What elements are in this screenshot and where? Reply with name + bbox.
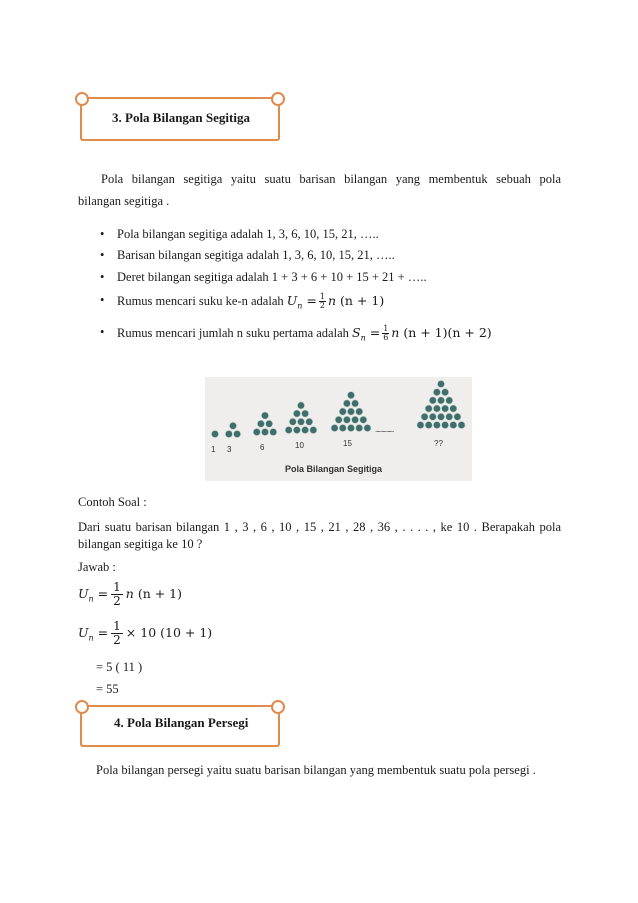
pattern-dot <box>442 389 449 396</box>
pattern-dot <box>347 424 354 431</box>
pattern-dot <box>297 402 304 409</box>
bullet-item: • Barisan bilangan segitiga adalah 1, 3, 6, 10, 15, 21, ….. <box>100 248 395 262</box>
pattern-dot <box>297 418 304 425</box>
pattern-dot <box>450 421 457 428</box>
pattern-dot <box>306 418 313 425</box>
answer-label: Jawab : <box>78 560 116 574</box>
figure-label: 1 <box>211 445 216 454</box>
pattern-dot <box>360 416 367 423</box>
pattern-dot <box>234 430 241 437</box>
pattern-dot <box>425 405 432 412</box>
pattern-dot <box>433 389 440 396</box>
pattern-dot <box>433 405 440 412</box>
pattern-dot <box>446 397 453 404</box>
figure-label: 15 <box>343 439 352 448</box>
pattern-dot <box>253 428 260 435</box>
pattern-dot <box>437 380 444 387</box>
pattern-dot <box>429 413 436 420</box>
pattern-dot <box>356 424 363 431</box>
pattern-dot <box>331 424 338 431</box>
solution-step-2: $U_n$ = $\frac{1}{2}$ × 10 (10 + 1) <box>78 619 213 647</box>
bullet-icon: • <box>100 270 105 284</box>
pattern-dot <box>289 418 296 425</box>
question-line2: bilangan segitiga ke 10 ? <box>78 537 203 551</box>
pattern-dot <box>347 392 354 399</box>
pattern-dot <box>261 412 268 419</box>
figure-caption: Pola Bilangan Segitiga <box>285 464 383 474</box>
solution-step-4: = 55 <box>96 682 119 696</box>
bullet-item: • Rumus mencari suku ke-n adalah $U_n$ = $\frac{1}{2}$ n (n + 1) <box>100 292 385 311</box>
pattern-dot <box>437 397 444 404</box>
pattern-dot <box>310 426 317 433</box>
pattern-dot <box>421 413 428 420</box>
pattern-dot <box>339 408 346 415</box>
pattern-dot <box>302 410 309 417</box>
pattern-dot <box>261 428 268 435</box>
triangle-pattern-figure <box>205 377 472 481</box>
bullet-item: • Pola bilangan segitiga adalah 1, 3, 6, 10, 15, 21, ….. <box>100 227 379 241</box>
pattern-dot <box>442 421 449 428</box>
pattern-dot <box>352 400 359 407</box>
pattern-dot <box>417 421 424 428</box>
pattern-dot <box>437 413 444 420</box>
pattern-dot <box>364 424 371 431</box>
solution-step-3: = 5 ( 11 ) <box>96 660 143 674</box>
section-3-intro-line2: bilangan segitiga . <box>78 194 170 208</box>
pattern-dot <box>454 413 461 420</box>
section-4-heading: 4. Pola Bilangan Persegi <box>114 715 249 730</box>
formula-sn: $S_n$ = $\frac{1}{6}$ n (n + 1)(n + 2) <box>352 324 492 343</box>
example-title: Contoh Soal : <box>78 495 147 509</box>
pattern-dot <box>229 422 236 429</box>
pattern-dot <box>335 416 342 423</box>
pattern-dot <box>285 426 292 433</box>
question-line1: Dari suatu barisan bilangan 1 , 3 , 6 , 10 , 15 , 21 , 28 , 36 , . . . . , ke 10 . Berapakah pola <box>78 520 561 534</box>
pattern-dot <box>343 400 350 407</box>
pattern-dot <box>352 416 359 423</box>
pattern-dot <box>347 408 354 415</box>
bullet-icon: • <box>100 248 105 262</box>
pattern-dot <box>450 405 457 412</box>
pattern-dot <box>266 420 273 427</box>
pattern-dot <box>433 421 440 428</box>
section-3-intro-line1: Pola bilangan segitiga yaitu suatu barisan bilangan yang membentuk sebuah pola <box>101 172 561 186</box>
banner-curl-icon <box>271 700 285 714</box>
figure-label: 10 <box>295 441 304 450</box>
figure-label: 6 <box>260 443 265 452</box>
pattern-dot <box>425 421 432 428</box>
banner-curl-icon <box>271 92 285 106</box>
bullet-item: • Deret bilangan segitiga adalah 1 + 3 + 6 + 10 + 15 + 21 + ….. <box>100 270 427 284</box>
pattern-dot <box>343 416 350 423</box>
banner-curl-icon <box>75 92 89 106</box>
figure-label: 3 <box>227 445 232 454</box>
pattern-dot <box>442 405 449 412</box>
pattern-dot <box>211 430 218 437</box>
bullet-icon: • <box>100 325 105 339</box>
formula-un: $U_n$ = $\frac{1}{2}$ n (n + 1) <box>286 292 385 311</box>
pattern-dot <box>225 430 232 437</box>
pattern-dot <box>302 426 309 433</box>
bullet-item: • Rumus mencari jumlah n suku pertama adalah $S_n$ = $\frac{1}{6}$ n (n + 1)(n + 2) <box>100 324 492 343</box>
pattern-dot <box>293 426 300 433</box>
section-4-intro: Pola bilangan persegi yaitu suatu barisan bilangan yang membentuk suatu pola persegi . <box>96 763 536 777</box>
bullet-icon: • <box>100 227 105 241</box>
pattern-dot <box>446 413 453 420</box>
banner-curl-icon <box>75 700 89 714</box>
pattern-dot <box>257 420 264 427</box>
bullet-icon: • <box>100 293 105 307</box>
pattern-dot <box>339 424 346 431</box>
pattern-dot <box>270 428 277 435</box>
pattern-dot <box>429 397 436 404</box>
section-3-heading: 3. Pola Bilangan Segitiga <box>112 110 250 125</box>
pattern-dot <box>458 421 465 428</box>
figure-label: ?? <box>434 439 443 448</box>
figure-ellipsis: ............... <box>375 425 394 434</box>
pattern-dot <box>356 408 363 415</box>
pattern-dot <box>293 410 300 417</box>
solution-step-1: $U_n$ = $\frac{1}{2}$ n (n + 1) <box>78 580 183 608</box>
